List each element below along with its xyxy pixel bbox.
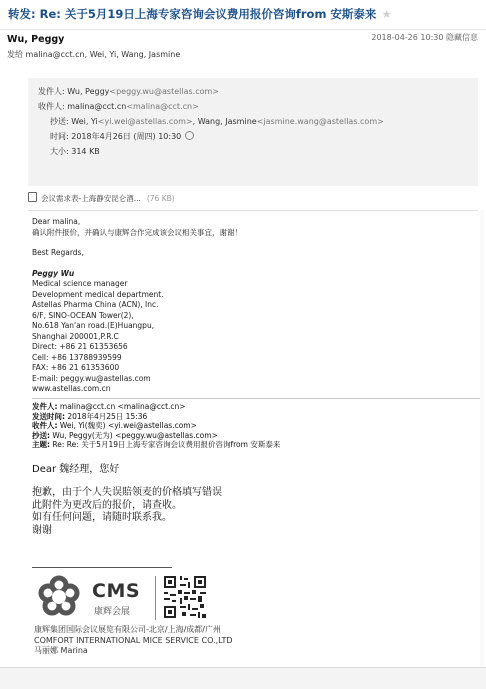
company-logo (36, 574, 216, 624)
cc1-name[interactable]: Wei, Yi (71, 117, 98, 126)
quoted-time: 2018年4月25日 15:36 (65, 411, 148, 421)
signature-line: FAX: +86 21 61353600 (32, 363, 120, 372)
star-icon[interactable]: ★ (381, 7, 392, 21)
hide-info-link[interactable]: 隐藏信息 (446, 33, 478, 42)
quoted-from-key: 发件人: (32, 402, 58, 411)
to-email: <malina@cct.cn> (126, 102, 199, 111)
send-to-recipients[interactable]: malina@cct.cn, Wei, Yi, Wang, Jasmine (25, 50, 181, 59)
qr-code-icon (162, 574, 208, 620)
details-from (38, 84, 468, 99)
signature-website[interactable]: www.astellas.com.cn (32, 384, 111, 393)
email-body (32, 217, 472, 395)
cc1-email: <yi.wei@astellas.com> (97, 117, 193, 126)
signature-divider (32, 567, 172, 568)
signature-line: Shanghai 200001,P.R.C (32, 331, 119, 341)
attachment-icon (28, 192, 37, 202)
quoted-line: 抱歉，由于个人失误賠领麦的价格填写错误 (32, 487, 222, 498)
attachment-size: (76 KB) (146, 194, 175, 203)
signature-email[interactable]: E-mail: peggy.wu@astellas.com (32, 373, 151, 383)
quoted-to: Wei, Yi(魏奕) <yi.wei@astellas.com> (57, 421, 197, 430)
contact-name: 马丽娜 Marina (34, 646, 88, 655)
quoted-line: 此附件为更改后的报价，请查收。 (32, 499, 182, 511)
header-details-panel (28, 78, 478, 186)
size-value: 314 KB (71, 147, 100, 156)
body-line: 确认附件报价，并确认与康辉合作完成该会议相关事宜，谢谢！ (32, 227, 242, 237)
spacer (32, 259, 472, 269)
divider (28, 210, 478, 211)
signature-line: Cell: +86 13788939599 (32, 352, 122, 362)
quoted-to-key: 收件人: (32, 421, 58, 430)
attachment-row[interactable] (28, 192, 478, 208)
to-label: 收件人: (38, 102, 65, 111)
cms-flower-logo-icon (36, 574, 82, 620)
date-and-hide (371, 32, 478, 43)
from-email: <peggy.wu@astellas.com> (109, 87, 219, 96)
quoted-line: 如有任何问题，请随时联系我。 (32, 512, 172, 523)
from-label: 发件人: (38, 87, 65, 96)
details-to (38, 99, 468, 114)
signature-line: Medical science manager (32, 279, 128, 288)
time-label: 时间: (50, 132, 69, 141)
details-cc: 抄送: Wei, Yi<yi.wei@astellas.com>, Wang, Jasmine<jasmine.wang@astellas.com> (50, 117, 384, 126)
to-name[interactable]: malina@cct.cn (67, 102, 127, 111)
signature-line: Development medical department. (32, 289, 164, 299)
quoted-line: 谢谢 (32, 524, 52, 536)
cc2-name[interactable]: Wang, Jasmine (197, 117, 257, 126)
quoted-cc-key: 抄送: (32, 430, 50, 440)
cms-logo-text: CMS (92, 580, 141, 602)
signature-name: Peggy Wu (32, 268, 75, 278)
bottom-toolbar (0, 667, 486, 689)
sent-date: 2018-04-26 10:30 (371, 33, 444, 42)
cc-label: 抄送: (50, 117, 69, 126)
quote-divider (32, 398, 480, 399)
quoted-from: malina@cct.cn <malina@cct.cn> (57, 402, 186, 411)
body-regards: Best Regards, (32, 248, 84, 257)
signature-line: 6/F, SINO-OCEAN Tower(2), (32, 310, 134, 320)
email-subject-bar (0, 0, 486, 30)
details-time (38, 129, 468, 144)
cc2-email: <jasmine.wang@astellas.com> (256, 117, 384, 126)
sender-name[interactable]: Wu, Peggy (7, 34, 65, 45)
quoted-body (32, 460, 472, 537)
from-name[interactable]: Wu, Peggy (67, 87, 110, 96)
time-value: 2018年4月26日 (周四) 10:30 (71, 132, 182, 141)
details-size (38, 144, 468, 159)
quoted-header (32, 402, 472, 450)
clock-icon[interactable] (185, 131, 194, 140)
size-label: 大小: (50, 147, 69, 156)
send-to-line (7, 49, 479, 60)
scrollbar[interactable] (480, 210, 484, 670)
quoted-greeting: Dear 魏经理，您好 (32, 464, 120, 475)
signature-line: Astellas Pharma China (ACN), Inc. (32, 300, 159, 309)
spacer (32, 238, 472, 248)
company-info (34, 625, 474, 657)
company-line: 康辉集团国际会议展览有限公司-北京/上海/成都/广州 (34, 625, 221, 634)
quoted-cc: Wu, Peggy(无为) <peggy.wu@astellas.com> (50, 430, 218, 440)
quoted-subject: Re: Re: 关于5月19日上海专家咨询会议费用报价咨询from 安斯泰来 (50, 440, 281, 449)
signature-line: No.618 Yan'an road.(E)Huangpu, (32, 321, 155, 330)
company-line: COMFORT INTERNATIONAL MICE SERVICE CO.,LTD (34, 635, 233, 645)
signature-line: Direct: +86 21 61353656 (32, 342, 128, 351)
send-to-label: 发给 (7, 50, 23, 59)
quoted-subject-key: 主题: (32, 440, 50, 449)
email-subject: 转发: Re: 关于5月19日上海专家咨询会议费用报价咨询from 安斯泰来 (8, 7, 377, 21)
attachment-name[interactable]: 会议需求表-上海静安昆仑酒... (41, 194, 141, 203)
cms-logo-cn: 康辉会展 (94, 607, 131, 617)
body-greeting: Dear malina, (32, 217, 81, 226)
logo-divider (155, 576, 156, 620)
quoted-time-key: 发送时间: (32, 411, 65, 421)
